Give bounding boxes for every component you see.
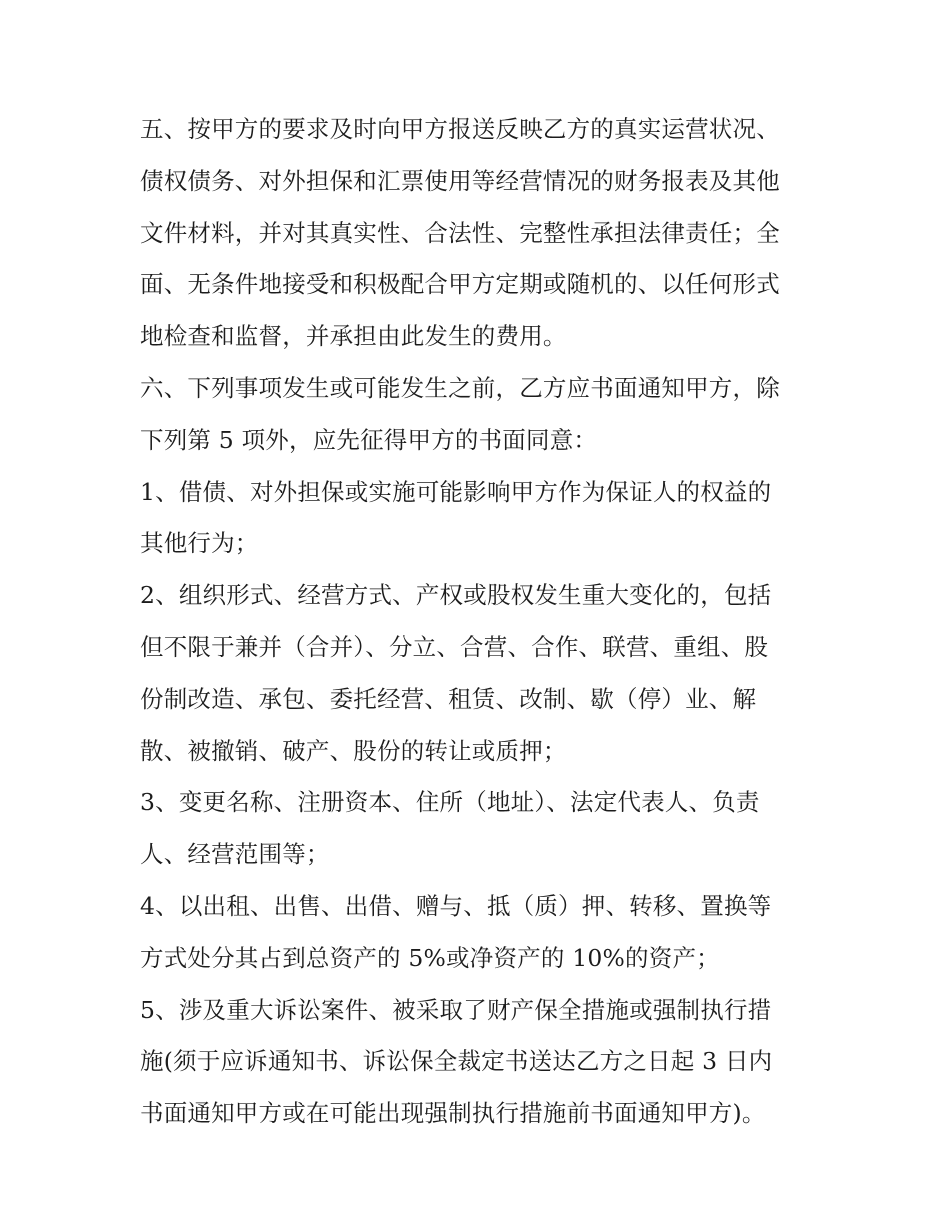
text-line: 六、下列事项发生或可能发生之前，乙方应书面通知甲方，除 bbox=[140, 373, 780, 402]
text-line: 下列第 5 项外，应先征得甲方的书面同意： bbox=[140, 425, 598, 454]
text-line: 人、经营范围等； bbox=[140, 840, 330, 869]
text-line: 五、按甲方的要求及时向甲方报送反映乙方的真实运营状况、 bbox=[140, 115, 780, 143]
text-line: 书面通知甲方或在可能出现强制执行措施前书面通知甲方)。 bbox=[140, 1099, 766, 1128]
text-line: 散、被撤销、破产、股份的转让或质押； bbox=[140, 736, 567, 765]
text-line: 文件材料，并对其真实性、合法性、完整性承担法律责任；全 bbox=[140, 218, 780, 247]
text-line: 份制改造、承包、委托经营、租赁、改制、歇（停）业、解 bbox=[140, 684, 757, 713]
text-line: 1、借债、对外担保或实施可能影响甲方作为保证人的权益的 bbox=[140, 477, 772, 506]
text-line: 但不限于兼并（合并）、分立、合营、合作、联营、重组、股 bbox=[140, 632, 769, 661]
text-line: 债权债务、对外担保和汇票使用等经营情况的财务报表及其他 bbox=[140, 166, 780, 195]
text-line: 4、以出租、出售、出借、赠与、抵（质）押、转移、置换等 bbox=[140, 891, 772, 920]
document-body bbox=[140, 104, 820, 1140]
text-line: 面、无条件地接受和积极配合甲方定期或随机的、以任何形式 bbox=[140, 270, 780, 299]
text-line: 2、组织形式、经营方式、产权或股权发生重大变化的，包括 bbox=[140, 581, 772, 610]
text-line: 5、涉及重大诉讼案件、被采取了财产保全措施或强制执行措 bbox=[140, 995, 772, 1024]
text-line: 方式处分其占到总资产的 5%或净资产的 10%的资产； bbox=[140, 943, 720, 972]
text-line: 其他行为； bbox=[140, 529, 259, 558]
text-line: 地检查和监督，并承担由此发生的费用。 bbox=[140, 322, 567, 351]
text-line: 施(须于应诉通知书、诉讼保全裁定书送达乙方之日起 3 日内 bbox=[140, 1047, 773, 1076]
text-line: 3、变更名称、注册资本、住所（地址）、法定代表人、负责 bbox=[140, 788, 760, 817]
